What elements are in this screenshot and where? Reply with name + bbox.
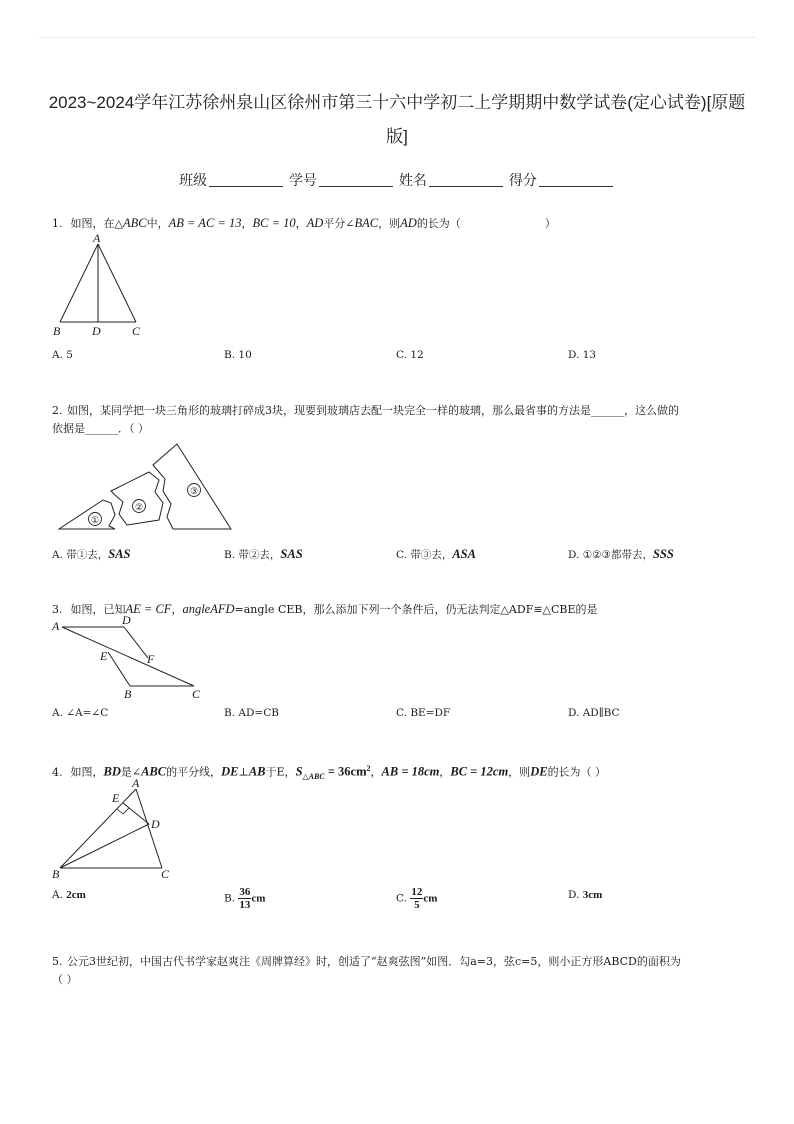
class-label: 班级	[179, 172, 208, 188]
option-text: D. ①②③都带去，	[568, 549, 653, 561]
label-c: C	[132, 324, 141, 338]
bisector-bd	[60, 824, 149, 868]
q4-math: = 36cm	[324, 764, 367, 779]
q4-math: S	[295, 764, 303, 779]
option-text: C.	[396, 892, 407, 905]
q1-math: BC = 10	[252, 216, 296, 230]
option-a[interactable]: A. 5	[52, 349, 73, 361]
q3-math: AE = CF	[125, 602, 172, 616]
option-text: B. 带②去，	[224, 549, 281, 561]
segment-ac	[62, 627, 194, 686]
name-blank[interactable]	[429, 186, 503, 187]
student-info-row	[0, 170, 794, 190]
side-ab	[60, 244, 98, 322]
label-a: A	[93, 232, 101, 245]
q4-text: ，	[439, 765, 451, 779]
label-b: B	[52, 867, 60, 881]
q1-text: ，	[295, 217, 307, 230]
piece-3-number: ③	[190, 486, 199, 496]
option-math: ASA	[452, 547, 476, 561]
q4-math: AB	[248, 764, 266, 779]
label-c: C	[161, 867, 170, 881]
option-text: D.	[568, 889, 580, 901]
option-c[interactable]: C. 12	[396, 349, 424, 361]
q5-line-2: （ ）	[52, 973, 78, 986]
q4-text: 的平分线，	[166, 765, 222, 779]
q1-text: ）	[544, 217, 556, 230]
q4-figure	[50, 776, 180, 882]
q4-text: 是∠	[120, 765, 142, 779]
option-d[interactable]: D. 13	[568, 349, 597, 361]
option-math: SAS	[108, 547, 131, 561]
option-b[interactable]: B. 10	[224, 349, 252, 361]
q1-text: ，	[241, 217, 253, 230]
fraction	[238, 886, 251, 911]
header-rule	[38, 37, 756, 38]
score-label: 得分	[508, 172, 537, 188]
label-d: D	[151, 817, 160, 831]
q1-math: AB = AC = 13	[168, 216, 242, 230]
label-a: A	[52, 619, 60, 633]
q1-text: 中，	[146, 217, 169, 230]
id-blank[interactable]	[319, 186, 393, 187]
q2-options	[52, 547, 752, 567]
q4-text: ，则	[508, 765, 531, 779]
q2-broken-glass-figure	[55, 440, 240, 535]
q4-math: △ABC	[302, 771, 325, 781]
label-d: D	[92, 324, 101, 338]
glass-piece-2	[111, 472, 163, 525]
piece-2-number: ②	[135, 502, 144, 512]
class-blank[interactable]	[209, 186, 283, 187]
option-math: 3cm	[582, 889, 603, 901]
option-text: B.	[224, 892, 236, 905]
q1-text: 如图，在△	[70, 217, 123, 230]
option-unit: cm	[423, 892, 438, 905]
id-label: 学号	[289, 172, 318, 188]
option-d[interactable]	[568, 889, 602, 901]
q1-text: 的长为（	[416, 217, 461, 230]
right-angle-mark	[117, 808, 129, 814]
q1-math: AD	[400, 216, 417, 230]
label-e: E	[112, 791, 120, 805]
question-1	[52, 214, 752, 233]
option-math: 2cm	[66, 889, 86, 901]
glass-piece-1	[59, 500, 115, 529]
option-math: SSS	[652, 547, 674, 561]
label-c: C	[192, 687, 201, 701]
q3-math: angleAFD	[182, 602, 235, 616]
q1-math: ABC	[122, 216, 147, 230]
option-d[interactable]	[568, 547, 674, 562]
score-blank[interactable]	[539, 186, 613, 187]
q4-math: BD	[103, 764, 121, 779]
option-a[interactable]	[52, 547, 131, 562]
side-ba	[60, 789, 136, 868]
q1-text: ，则	[378, 217, 401, 230]
q4-text: ，	[370, 765, 382, 779]
option-c[interactable]	[396, 547, 476, 562]
q3-figure	[50, 614, 210, 704]
option-unit: cm	[251, 892, 266, 905]
question-number: 1.	[52, 217, 63, 230]
q1-options	[52, 349, 752, 369]
q4-text: 的长为（ ）	[547, 765, 607, 779]
q2-line-2: 依据是______．（ ）	[52, 422, 149, 435]
q4-options	[52, 888, 752, 922]
question-number: 3.	[52, 603, 63, 616]
label-a: A	[132, 776, 140, 790]
q4-math: DE	[530, 764, 548, 779]
question-number: 2.	[52, 404, 63, 417]
option-b[interactable]: B. AD=CB	[224, 707, 279, 719]
q1-math: AD	[306, 216, 324, 230]
q2-line-1: 如图，某同学把一块三角形的玻璃打碎成3块，现要到玻璃店去配一块完全一样的玻璃，那么最省事的方法是______，这么做的	[67, 404, 679, 417]
option-b[interactable]	[224, 886, 265, 911]
question-2	[52, 402, 752, 438]
question-5	[52, 953, 752, 989]
option-c[interactable]: C. BE=DF	[396, 707, 451, 719]
denominator: 13	[239, 899, 251, 911]
title-line-1: 2023~2024学年江苏徐州泉山区徐州市第三十六中学初二上学期期中数学试卷(定心试卷)[原题	[48, 93, 746, 112]
q4-math: ABC	[141, 764, 167, 779]
option-a[interactable]: A. ∠A=∠C	[52, 707, 109, 719]
q3-text: =angle CEB，那么添加下列一个条件后，仍无法判定△ADF≌△CBE的是	[234, 603, 598, 616]
option-b[interactable]	[224, 547, 303, 562]
piece-1-number: ①	[91, 515, 100, 525]
denominator: 5	[414, 899, 420, 911]
option-d[interactable]: D. AD∥BC	[568, 707, 620, 719]
q4-math: 2	[366, 764, 371, 773]
q4-text: 于E，	[265, 765, 296, 779]
q1-math: BAC	[354, 216, 379, 230]
option-c[interactable]	[396, 886, 437, 911]
q1-text: 平分∠	[323, 217, 355, 230]
label-f: F	[147, 652, 155, 666]
option-a[interactable]	[52, 889, 86, 901]
q1-triangle-figure	[50, 232, 150, 342]
q5-line-1: 公元3世纪初，中国古代书学家赵爽注《周牌算经》时，创适了“赵爽弦图”如图．勾a=3，弦c=5，则小正方形ABCD的面积为	[67, 955, 681, 968]
option-text: A. 带①去，	[52, 549, 109, 561]
page-title	[40, 86, 754, 154]
q4-text: 如图，	[70, 765, 104, 779]
option-math: SAS	[280, 547, 303, 561]
label-b: B	[124, 687, 132, 701]
segment-df	[124, 627, 148, 658]
side-ac	[98, 244, 136, 322]
q3-text: ，	[171, 603, 183, 616]
label-b: B	[53, 324, 61, 338]
q3-text: 如图，已知	[70, 603, 126, 616]
perpendicular-de	[123, 803, 149, 824]
title-line-2: 版]	[386, 127, 408, 146]
q4-text: ⊥	[238, 765, 249, 779]
q3-options	[52, 707, 752, 727]
fraction	[410, 886, 423, 911]
question-number: 4.	[52, 765, 63, 779]
q4-math: BC = 12cm	[450, 764, 509, 779]
option-text: C. 带③去，	[396, 549, 453, 561]
numerator: 12	[411, 886, 423, 898]
q4-math: DE	[221, 764, 239, 779]
numerator: 36	[239, 886, 251, 898]
segment-eb	[108, 652, 130, 686]
q4-math: AB = 18cm	[381, 764, 440, 779]
label-e: E	[100, 649, 108, 663]
option-text: A.	[52, 889, 63, 901]
name-label: 姓名	[398, 172, 427, 188]
question-number: 5.	[52, 955, 63, 968]
label-d: D	[122, 614, 131, 627]
